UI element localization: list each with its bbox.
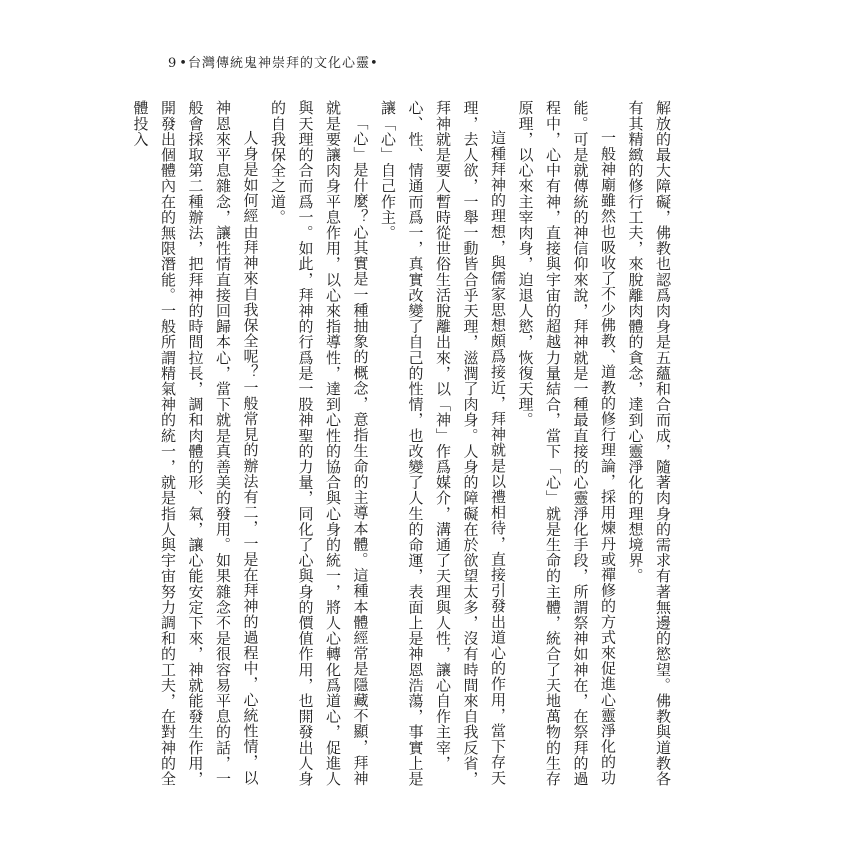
paragraph-3: 這種拜神的理想，與儒家思想頗爲接近，拜神就是以禮相待，直接引發出道心的作用，當下存天理，去人欲，一舉一動皆合乎天理，滋潤了肉身。人身的障礙在於欲望太多，沒有時間來自我反省，拜神就是要人暫時從世俗生活脫離出來，以「神」作爲媒介，溝通了天理與人性，讓心自作主宰，心、性、情通而爲一，真實改變了自己的性情，也改變了人生的命運，表面上是神恩浩蕩，事實上是讓「心」自己作主。	[379, 100, 507, 787]
paragraph-2: 一般神廟雖然也吸收了不少佛教、道教的修行理論，採用煉丹或禪修的方式來促進心靈淨化的功能。可是就傳統的神信仰來說，拜神就是一種最直接的心靈淨化手段，所謂祭神如神在，在祭拜的過程中，心中有神，直接與宇宙的超越力量結合，當下「心」就是生命的主體，統合了天地萬物的生存原理，以心來主宰肉身，迫退人慾，恢復天理。	[516, 100, 617, 787]
page-number: 9	[168, 56, 178, 71]
paragraph-5: 人身是如何經由拜神來自我保全呢？一般常見的辦法有二，一是在拜神的過程中，心統性情，以神恩來平息雜念，讓性情直接回歸本心，當下就是真善美的發用。如果雜念不是很容易平息的話，一般會採取第二種辦法，把拜神的時間拉長，調和肉體的形、氣，讓心能安定下來，神就能發生作用，開發出個體內在的無限潛能。一般所謂精氣神的統一，就是指人與宇宙努力調和的工夫，在對神的全體投入	[131, 100, 260, 787]
paragraph-4: 「心」是什麼？心其實是一種抽象的概念，意指生命的主導本體。這種本體經常是隱藏不顯，拜神就是要讓肉身平息作用，以心來指導性，達到心性的協合與心身的統一，將人心轉化爲道心，促進人與天理的合而爲一。如此，拜神的行爲是一股神聖的力量，同化了心與身的價值作用，也開發出人身的自我保全之道。	[269, 100, 370, 787]
running-header	[168, 52, 379, 71]
chapter-title: •台灣傳統鬼神崇拜的文化心靈•	[179, 56, 379, 71]
body-text	[126, 100, 676, 790]
paragraph-1: 解放的最大障礙，佛教也認爲肉身是五蘊和合而成，隨著肉身的需求有著無邊的慾望。佛教與道教各有其精緻的修行工夫，來脫離肉體的貪念，達到心靈淨化的理想境界。	[626, 100, 672, 787]
